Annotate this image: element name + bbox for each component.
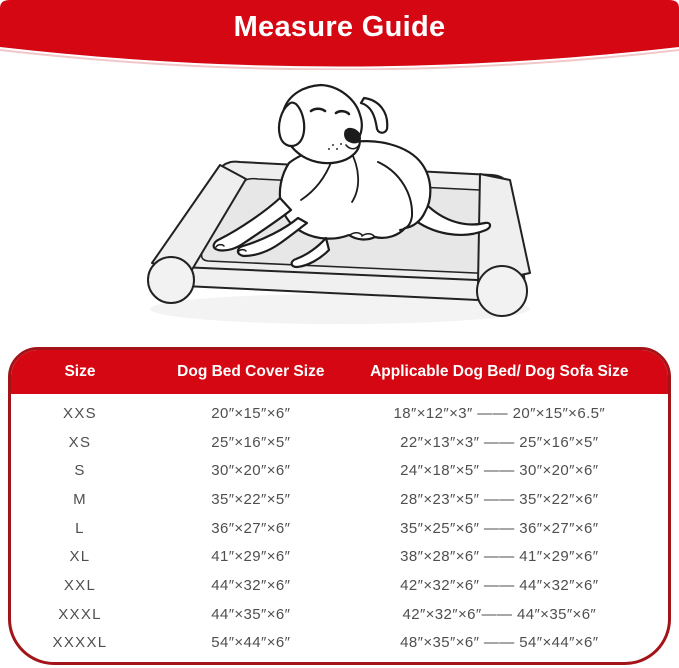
cell-size: M	[73, 490, 87, 508]
dog-left-ear	[279, 103, 304, 146]
page-title: Measure Guide	[233, 11, 446, 43]
dog-right-ear	[361, 98, 387, 133]
dog-on-bed-line-art	[128, 72, 548, 334]
table-row	[11, 456, 668, 485]
column-header-applicable-size: Applicable Dog Bed/ Dog Sofa Size	[370, 363, 629, 380]
cell-applicable-size: 24″×18″×5″ —— 30″×20″×6″	[400, 462, 599, 480]
table-row	[11, 485, 668, 514]
cell-cover-size: 20″×15″×6″	[211, 404, 291, 422]
table-row	[11, 399, 668, 428]
dog-bed-illustration	[0, 70, 679, 334]
dog-whisker-dot	[332, 144, 334, 146]
cell-size: XXXXL	[52, 634, 108, 652]
cell-size: L	[75, 519, 85, 537]
table-header-row	[11, 350, 668, 394]
column-header-size: Size	[64, 363, 96, 380]
cell-cover-size: 30″×20″×6″	[211, 462, 291, 480]
table-row	[11, 542, 668, 571]
table-row	[11, 629, 668, 658]
dog-whisker-dot	[336, 148, 338, 150]
table-row	[11, 514, 668, 543]
cell-applicable-size: 48″×35″×6″ —— 54″×44″×6″	[400, 634, 599, 652]
dog-whisker-dot	[340, 143, 342, 145]
cell-applicable-size: 22″×13″×3″ —— 25″×16″×5″	[400, 433, 599, 451]
cell-cover-size: 36″×27″×6″	[211, 519, 291, 537]
cell-applicable-size: 42″×32″×6″—— 44″×35″×6″	[402, 605, 597, 623]
cell-size: XXL	[63, 576, 97, 594]
column-header-cover-size: Dog Bed Cover Size	[177, 363, 325, 380]
cell-cover-size: 41″×29″×6″	[211, 548, 291, 566]
bolster-left-cap	[148, 257, 194, 303]
cell-cover-size: 44″×32″×6″	[211, 576, 291, 594]
banner	[0, 0, 679, 70]
cell-size: S	[74, 462, 86, 480]
cell-cover-size: 44″×35″×6″	[211, 605, 291, 623]
size-table	[8, 347, 671, 665]
table-body	[11, 394, 668, 662]
cell-applicable-size: 35″×25″×6″ —— 36″×27″×6″	[400, 519, 599, 537]
cell-size: XXXL	[58, 605, 102, 623]
table-row	[11, 428, 668, 457]
bolster-right-cap	[477, 266, 527, 316]
cell-cover-size: 25″×16″×5″	[211, 433, 291, 451]
cell-applicable-size: 28″×23″×5″ —— 35″×22″×6″	[400, 490, 599, 508]
cell-applicable-size: 18″×12″×3″ —— 20″×15″×6.5″	[393, 404, 606, 422]
cell-size: XS	[68, 433, 92, 451]
table-row	[11, 571, 668, 600]
cell-applicable-size: 42″×32″×6″ —— 44″×32″×6″	[400, 576, 599, 594]
cell-cover-size: 54″×44″×6″	[211, 634, 291, 652]
cell-size: XL	[69, 548, 91, 566]
cell-applicable-size: 38″×28″×6″ —— 41″×29″×6″	[400, 548, 599, 566]
table-row	[11, 600, 668, 629]
cell-cover-size: 35″×22″×5″	[211, 490, 291, 508]
cell-size: XXS	[63, 404, 97, 422]
dog-whisker-dot	[328, 148, 330, 150]
